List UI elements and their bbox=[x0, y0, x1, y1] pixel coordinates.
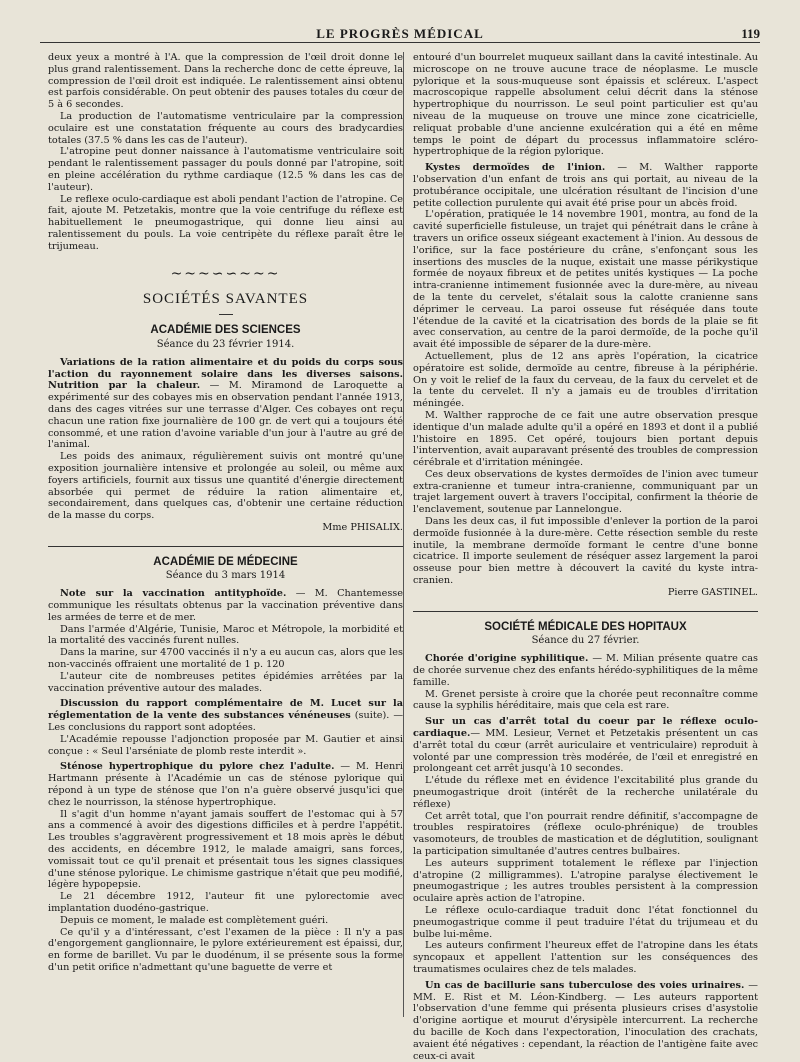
article-heading: Discussion du rapport complémentaire de M. Lucet sur la réglementation de la vente des substances vénéneuses bbox=[48, 698, 403, 722]
article-body: (suite). — Les conclusions du rapport sont adoptées. bbox=[48, 710, 404, 734]
paragraph: entouré d'un bourrelet muqueux saillant dans la cavité intestinale. Au microscope on ne trouve aucune trace de néoplasme. Le muscle pylorique et la sous-muqueuse sont épaissis et scléreux. L'aspect macroscopique rappelle absolument celui décrit dans la sténose hypertrophique du nourrisson. Le seul point particulier est qu'au niveau de la muqueuse on trouve une mince zone cicatricielle, reliquat probable d'une ancienne exulcération qui a été en même temps le point de départ du processus inflammatoire scléro-hypertrophique de la région pylorique. bbox=[413, 52, 758, 158]
rule bbox=[219, 314, 233, 315]
paragraph: M. Walther rapproche de ce fait une autre observation presque identique d'un malade adulte qu'il a opéré en 1893 et dont il a publié l'histoire en 1895. Cet opéré, toujours bien portant depuis l'intervention, avait auparavant présenté des troubles de compression cérébrale et d'irritation méningée. bbox=[413, 409, 758, 469]
paragraph: Il s'agit d'un homme n'ayant jamais souffert de l'estomac qui à 57 ans a commencé à avoir des digestions difficiles et à perdre l'appétit. Les troubles s'aggravèrent progressivement et 18 mois après le début des accidents, en décembre 1912, le malade amaigri, sans forces, vomissait tout ce qu'il prenait et présentait tous les signes classiques d'une sténose pylorique. Le chimisme gastrique n'était que peu modifié, légère hypopepsie. bbox=[48, 808, 403, 891]
article-heading: Sténose hypertrophique du pylore chez l'adulte. bbox=[60, 761, 335, 773]
column-divider bbox=[403, 52, 404, 1017]
paragraph: Dans l'armée d'Algérie, Tunisie, Maroc et Métropole, la morbidité et la mortalité des vaccinés furent nulles. bbox=[48, 623, 403, 647]
paragraph: Dans les deux cas, il fut impossible d'enlever la portion de la paroi dermoïde fusionnée à la dure-mère. Cette résection semble du reste inutile, la membrane dermoïde formant le centre d'une bonne cicatrice. Il importe seulement de réséquer assez largement la paroi osseuse pour bien mettre à découvert la cavité du kyste intra-cranien. bbox=[413, 516, 758, 587]
paragraph: Les auteurs suppriment totalement le réflexe par l'injection d'atropine (2 milligrammes). L'atropine paralyse électivement le pneumogastrique ; les autres troubles persistent à la compression oculaire après action de l'atropine. bbox=[413, 857, 758, 905]
paragraph: L'atropine peut donner naissance à l'automatisme ventriculaire soit pendant le ralentissement passager du pouls donné par l'atropine, soit en pleine accélération du rythme cardiaque (12.5 % dans les cas de l'auteur). bbox=[48, 146, 403, 193]
paragraph: deux yeux a montré à l'A. que la compression de l'œil droit donne le plus grand ralentissement. Dans la recherche donc de cette épreuve, la compression de l'œil droit est indiquée. Le ralentissement ainsi obtenu est parfois considérable. On peut obtenir des pauses totales du cœur de 5 à 6 secondes. bbox=[48, 52, 403, 111]
article-heading: Sur un cas d'arrêt total du coeur par le réflexe oculo-cardiaque. bbox=[413, 716, 758, 740]
article-heading: Kystes dermoïdes de l'inion. bbox=[425, 162, 606, 174]
right-column bbox=[413, 52, 758, 1062]
article-heading: Note sur la vaccination antityphoïde. bbox=[60, 588, 287, 600]
paragraph: Le réflexe oculo-cardiaque traduit donc l'état fonctionnel du pneumogastrique comme il peut traduire l'état du trijumeau et du bulbe lui-même. bbox=[413, 904, 758, 940]
paragraph: Ces deux observations de kystes dermoïdes de l'inion avec tumeur extra-cranienne et tumeur intra-cranienne, communiquant par un trajet largement ouvert à travers l'occipital, confirment la théorie de l'enclavement, soutenue par Lannelongue. bbox=[413, 468, 758, 516]
left-column bbox=[48, 52, 403, 974]
paragraph: L'étude du réflexe met en évidence l'excitabilité plus grande du pneumogastrique droit (intérêt de la recherche unilatérale du réflexe) bbox=[413, 775, 758, 810]
page-number: 119 bbox=[741, 26, 760, 41]
running-header bbox=[40, 24, 760, 43]
seance-date: Séance du 3 mars 1914 bbox=[165, 570, 286, 582]
paragraph: Cet arrêt total, que l'on pourrait rendre définitif, s'accompagne de troubles respiratoires (réflexe oculo-phrénique) de troubles vasomoteurs, de troubles de mastication et de déglutition, soulignant la participation simultanée d'autres centres bulbaires. bbox=[413, 810, 758, 857]
paragraph: La production de l'automatisme ventriculaire par la compression oculaire est une constatation fréquente au cours des bradycardies totales (37.5 % dans les cas de l'auteur). bbox=[48, 110, 403, 146]
paragraph: L'auteur cite de nombreuses petites épidémies arrêtées par la vaccination préventive autour des malades. bbox=[48, 670, 403, 694]
paragraph: Actuellement, plus de 12 ans après l'opération, la cicatrice opératoire est solide, dermoïde au centre, fibreuse à la périphérie. On y voit le relief de la faux du cerveau, de la faux du cervelet et de la tente du cervelet. Il n'y a jamais eu de troubles d'irritation méningée. bbox=[413, 350, 758, 410]
article-body: — M. Walther rapporte l'observation d'un enfant de trois ans qui portait, au niveau de la protubérance occipitale, une ulcération résultant de l'incision d'une petite collection purulente qui avait été prise pour un abcès froid. bbox=[413, 162, 759, 209]
journal-title: LE PROGRÈS MÉDICAL bbox=[316, 26, 484, 41]
section-title: SOCIÉTÉS SAVANTES bbox=[142, 291, 309, 308]
article-body: — M. Chantemesse communique les résultats obtenus par la vaccination préventive dans les armées de terre et de mer. bbox=[48, 588, 403, 623]
societe-hopitaux-title: SOCIÉTÉ MÉDICALE DES HOPITAUX bbox=[484, 620, 687, 633]
rule bbox=[413, 611, 758, 612]
ornament-divider: ~~~∽∽~~~ bbox=[170, 265, 281, 282]
article-body: — M. Miramond de Laroquette a expérimenté sur des cobayes mis en observation pendant l'année 1913, dans des cages vitrées sur une terrasse d'Alger. Ces cobayes ont reçu chacun une ration fixe journalière de 100 gr. de vert qui a toujours été consommé, et une ration d'avoine variable d'un jour à l'autre au gré de l'animal. bbox=[48, 380, 403, 451]
paragraph: M. Grenet persiste à croire que la chorée peut reconnaître comme cause la syphilis héréditaire, mais que cela est rare. bbox=[413, 688, 758, 712]
paragraph: L'Académie repousse l'adjonction proposée par M. Gautier et ainsi conçue : « Seul l'arséniate de plomb reste interdit ». bbox=[48, 733, 403, 757]
paragraph: Les poids des animaux, régulièrement suivis ont montré qu'une exposition journalière intensive et prolongée au soleil, ou même aux foyers artificiels, fournit aux tissus une quantité d'énergie directement absorbée qui permet de réduire la ration alimentaire et, secondairement, dans quelques cas, d'obtenir une certaine réduction de la masse du corps. bbox=[48, 451, 403, 522]
article-body: — M. Milian présente quatre cas de chorée survenue chez des enfants hérédo-syphilitiques de la même famille. bbox=[413, 653, 758, 688]
academy-sciences-title: ACADÉMIE DES SCIENCES bbox=[150, 324, 301, 337]
article-body: — MM. Lesieur, Vernet et Petzetakis présentent un cas d'arrêt total du cœur (arrêt auriculaire et ventriculaire) reproduit à volonté par une compression très modérée, de l'œil et enregistré en prolongeant cet arrêt jusqu'à 10 secondes. bbox=[413, 728, 758, 775]
paragraph: Depuis ce moment, le malade est complètement guéri. bbox=[60, 914, 329, 926]
paragraph: Dans la marine, sur 4700 vaccinés il n'y a eu aucun cas, alors que les non-vaccinés offraient une mortalité de 1 p. 120 bbox=[48, 647, 403, 671]
article-heading: Variations de la ration alimentaire et du poids du corps sous l'action du rayonnement solaire dans les diverses saisons. Nutrition par la chaleur. bbox=[48, 356, 403, 392]
seance-date: Séance du 27 février. bbox=[531, 635, 640, 647]
paragraph: Les auteurs confirment l'heureux effet de l'atropine dans les états syncopaux et appellent l'attention sur les conséquences des traumatismes oculaires chez de tels malades. bbox=[413, 940, 758, 975]
academy-medecine-title: ACADÉMIE DE MÉDECINE bbox=[153, 555, 298, 568]
article-heading: Chorée d'origine syphilitique. bbox=[425, 653, 589, 665]
paragraph: Ce qu'il y a d'intéressant, c'est l'examen de la pièce : Il n'y a pas d'engorgement ganglionnaire, le pylore extérieurement est épaissi, dur, en forme de barillet. Vu par le duodénum, il se présente sous la forme d'un petit orifice n'admettant qu'une baguette de verre et bbox=[48, 926, 403, 973]
article-body: — MM. E. Rist et M. Léon-Kindberg. — Les auteurs rapportent l'observation d'une femme qui présenta plusieurs crises d'asystolie d'origine aortique et mourut d'érysipèle intercurrent. La recherche du bacille de Koch dans l'expectoration, l'inoculation des crachats, avaient été négatives : cependant, la réaction de l'antigène faite avec ceux-ci avait bbox=[413, 979, 758, 1062]
signature: Pierre GASTINEL. bbox=[667, 586, 758, 598]
article-heading: Un cas de bacillurie sans tuberculose des voies urinaires. bbox=[425, 979, 745, 991]
paragraph: Le reflexe oculo-cardiaque est aboli pendant l'action de l'atropine. Ce fait, ajoute M. Petzetakis, montre que la voie centrifuge du réflexe est habituellement le pneumogastrique, qui donne lieu ainsi au ralentissement du pouls. La voie centripète du réflexe paraît être le trijumeau. bbox=[48, 193, 403, 252]
rule bbox=[48, 546, 403, 547]
seance-date: Séance du 23 février 1914. bbox=[156, 338, 295, 350]
paragraph: L'opération, pratiquée le 14 novembre 1901, montra, au fond de la cavité superficielle fistuleuse, un trajet qui pénétrait dans le crâne à travers un orifice osseux siégeant exactement à l'inion. Au dessous de l'orifice, sur la face postérieure du crâne, s'enfonçant sous les insertions des muscles de la nuque, existait une masse périkystique formée de noyaux fibreux et de petites unités kystiques — La poche intra-cranienne intimement fusionnée avec la dure-mère, au niveau de la tente du cervelet, s'étalait sous la calotte cranienne sans déprimer le cerveau. La paroi osseuse fut réséquée dans toute l'étendue de la cavité et la cicatrisation des bords de la plaie se fit avec conservation, au centre de la paroi dermoïde, de la poche qu'il avait été impossible de séparer de la dure-mère. bbox=[413, 209, 758, 351]
paragraph: Le 21 décembre 1912, l'auteur fit une pylorectomie avec implantation duodéno-gastrique. bbox=[48, 891, 403, 914]
signature: Mme PHISALIX. bbox=[322, 521, 403, 533]
article-body: — M. Henri Hartmann présente à l'Académie un cas de sténose pylorique qui répond à un type de sténose que l'on n'a guère observé jusqu'ici que chez le nourrisson, la sténose hypertrophique. bbox=[48, 761, 403, 808]
